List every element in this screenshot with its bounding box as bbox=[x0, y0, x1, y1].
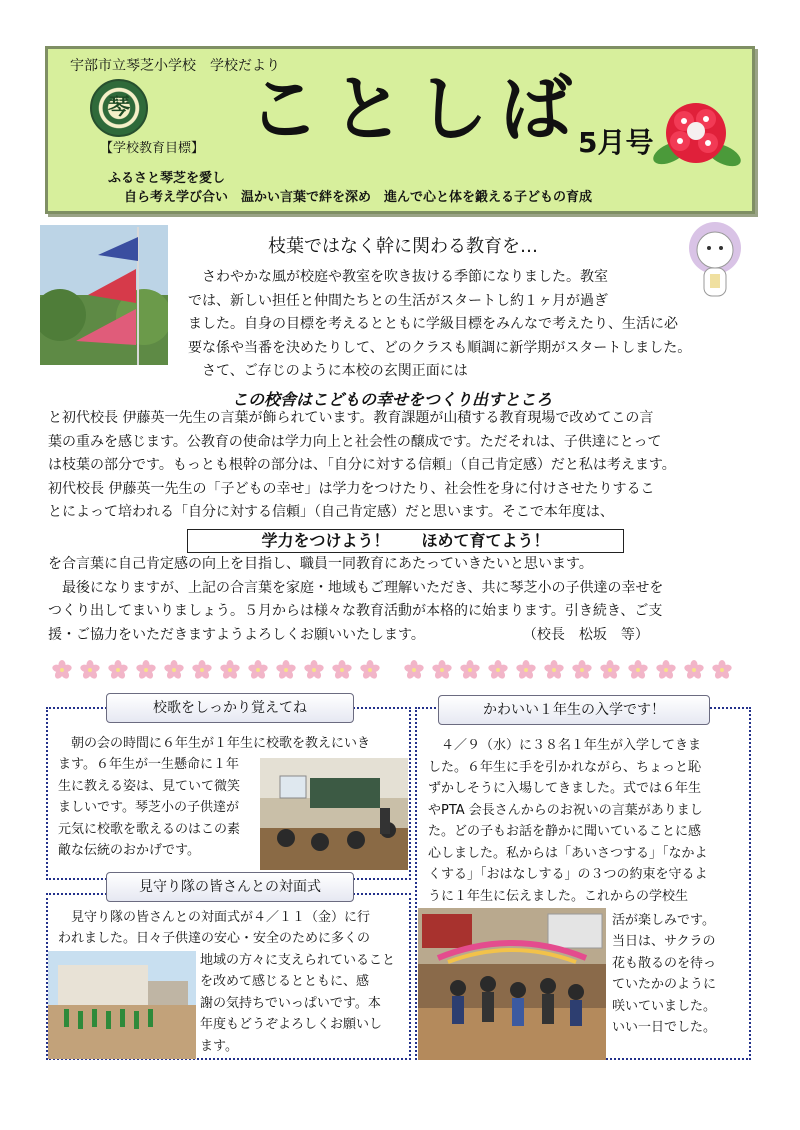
sakura-icon bbox=[360, 660, 380, 680]
box2-line: 謝の気持ちでいっぱいです。本 bbox=[200, 996, 381, 1011]
box1-line: 朝の会の時間に６年生が１年生に校歌を教えにいき bbox=[58, 736, 371, 751]
lead-paragraph-3 bbox=[48, 553, 663, 647]
text-line: と初代校長 伊藤英一先生の言葉が飾られています。教育課題が山積する教育現場で改めてこの言 bbox=[48, 410, 654, 426]
sakura-divider-right bbox=[404, 660, 740, 680]
lead-paragraph-1 bbox=[188, 266, 608, 313]
box3-line: うに１年生に伝えました。これからの学校生 bbox=[428, 889, 689, 904]
lead-heading: 枝葉ではなく幹に関わる教育を… bbox=[268, 236, 538, 257]
box3-line: た。どの子もお話を静かに聞いていることに感 bbox=[428, 824, 702, 839]
text-line: さわやかな風が校庭や教室を吹き抜ける季節になりました。教室 bbox=[188, 269, 608, 285]
emblem-char: 琴 bbox=[107, 95, 130, 120]
box2-line: 地域の方々に支えられていること bbox=[200, 953, 396, 968]
sakura-icon bbox=[164, 660, 184, 680]
sakura-icon bbox=[684, 660, 704, 680]
sakura-icon bbox=[516, 660, 536, 680]
sakura-icon bbox=[332, 660, 352, 680]
article-tag-entrance: かわいい１年生の入学です！ bbox=[438, 695, 710, 725]
issue-label: 5月号 bbox=[578, 126, 654, 159]
flower-icon bbox=[650, 97, 742, 171]
box3-side-line: 咲いていました。 bbox=[612, 999, 717, 1014]
sakura-icon bbox=[656, 660, 676, 680]
text-line: 最後になりますが、上記の合言葉を家庭・地域もご理解いただき、共に琴芝小の子供達の幸せを bbox=[48, 579, 664, 596]
text-line: とによって培われる「自分に対する信頼」（自己肯定感）だと思います。そこで本年度は、 bbox=[48, 504, 614, 520]
slogan-box: 学力をつけよう！ ほめて育てよう！ bbox=[187, 529, 624, 553]
sakura-icon bbox=[80, 660, 100, 680]
box2-line: 年度もどうぞよろしくお願いし bbox=[200, 1017, 383, 1032]
classroom-photo bbox=[260, 758, 408, 870]
text-line: を合言葉に自己肯定感の向上を目指し、職員一同教育にあたっていきたいと思います。 bbox=[48, 556, 593, 572]
box3-side-line: 花も散るのを待っ bbox=[612, 956, 717, 971]
text-line: 葉の重みを感じます。公教育の使命は学力向上と社会性の醸成です。ただそれは、子供達にとって bbox=[48, 433, 662, 450]
box3-side-line: 当日は、サクラの bbox=[612, 934, 716, 949]
box1-line: 敵な伝統のおかげです。 bbox=[58, 843, 200, 858]
lead-paragraph-1b bbox=[188, 313, 691, 384]
box2-line: われました。日々子供達の安心・安全のために多くの bbox=[58, 931, 371, 946]
sakura-icon bbox=[544, 660, 564, 680]
box3-side-line: いい一日でした。 bbox=[612, 1020, 717, 1035]
koinobori-photo bbox=[40, 225, 168, 365]
sakura-icon bbox=[248, 660, 268, 680]
newsletter-title: ことしば bbox=[248, 66, 585, 151]
school-emblem-icon bbox=[90, 79, 148, 137]
text-line: 援・ご協力をいただきますようよろしくお願いいたします。 （校長 松坂 等） bbox=[48, 626, 649, 643]
goal-line-2: 自ら考え学び合い 温かい言葉で絆を深め 進んで心と体を鍛える子どもの育成 bbox=[124, 190, 593, 205]
sakura-icon bbox=[276, 660, 296, 680]
box2-line: を改めて感じるとともに、感 bbox=[200, 974, 370, 989]
text-line: では、新しい担任と仲間たちとの生活がスタートし約１ヶ月が過ぎ bbox=[188, 292, 608, 309]
box3-line: ずかしそうに入場してきました。式では６年生 bbox=[428, 781, 702, 796]
box3-line: 心しました。私からは「あいさつする」「なかよ bbox=[428, 846, 708, 861]
sakura-icon bbox=[572, 660, 592, 680]
school-name: 宇部市立琴芝小学校 学校だより bbox=[70, 58, 280, 74]
sakura-icon bbox=[220, 660, 240, 680]
text-line: は枝葉の部分です。もっとも根幹の部分は、｢自分に対する信頼｣（自己肯定感）だと私は考えます。 bbox=[48, 457, 676, 473]
sakura-divider-left bbox=[52, 660, 388, 680]
box1-line: 元気に校歌を歌えるのはこの素 bbox=[58, 822, 241, 837]
newsletter-header bbox=[45, 46, 755, 214]
box1-line: ましいです。琴芝小の子供達が bbox=[58, 800, 239, 815]
sakura-icon bbox=[136, 660, 156, 680]
lead-paragraph-2 bbox=[48, 407, 676, 525]
box3-line: くする」「おはなしする」の３つの約束を守るよ bbox=[428, 867, 708, 882]
sakura-icon bbox=[192, 660, 212, 680]
text-line: ました。自身の目標を考えるとともに学級目標をみんなで考えたり、生活に必 bbox=[188, 316, 678, 332]
schoolyard-photo bbox=[48, 951, 196, 1059]
text-line: 初代校長 伊藤英一先生の「子どもの幸せ」は学力をつけたり、社会性を身に付けさせたりするこ bbox=[48, 480, 655, 497]
sakura-icon bbox=[488, 660, 508, 680]
box3-line: した。６年生に手を引かれながら、ちょっと恥 bbox=[428, 760, 702, 775]
box3-line: ４／９（水）に３８名１年生が入学してきま bbox=[428, 738, 702, 753]
text-line: さて、ご存じのように本校の玄関正面には bbox=[188, 363, 468, 379]
box1-line: ます。６年生が一生懸命に１年 bbox=[58, 757, 239, 772]
sakura-icon bbox=[712, 660, 732, 680]
text-line: つくり出してまいりましょう。５月からは様々な教育活動が本格的に始まります。引き続き、ご支 bbox=[48, 603, 663, 619]
box1-line: 生に教える姿は、見ていて微笑 bbox=[58, 779, 241, 794]
school-motto-quote: この校舎はこどもの幸せをつくり出すところ bbox=[232, 390, 553, 409]
sakura-icon bbox=[52, 660, 72, 680]
sakura-icon bbox=[628, 660, 648, 680]
text-line: 要な係や当番を決めたりして、どのクラスも順調に新学期がスタートしました。 bbox=[188, 339, 692, 356]
box3-line: やPTA 会長さんからのお祝いの言葉がありまし bbox=[428, 803, 703, 818]
sakura-icon bbox=[404, 660, 424, 680]
mascot-icon bbox=[684, 218, 746, 304]
sakura-icon bbox=[108, 660, 128, 680]
goal-label: 【学校教育目標】 bbox=[100, 141, 205, 156]
box3-side-line: 活が楽しみです。 bbox=[612, 913, 715, 928]
goal-line-1: ふるさと琴芝を愛し bbox=[108, 171, 226, 186]
article-tag-mimamori: 見守り隊の皆さんとの対面式 bbox=[106, 872, 354, 902]
box3-side-line: ていたかのように bbox=[612, 977, 717, 992]
box2-line: 見守り隊の皆さんとの対面式が４／１１（金）に行 bbox=[58, 910, 371, 925]
article-tag-school-song: 校歌をしっかり覚えてね bbox=[106, 693, 354, 723]
sakura-icon bbox=[600, 660, 620, 680]
sakura-icon bbox=[460, 660, 480, 680]
box2-line: ます。 bbox=[200, 1039, 238, 1054]
gymnasium-photo bbox=[418, 908, 606, 1060]
sakura-icon bbox=[432, 660, 452, 680]
sakura-icon bbox=[304, 660, 324, 680]
